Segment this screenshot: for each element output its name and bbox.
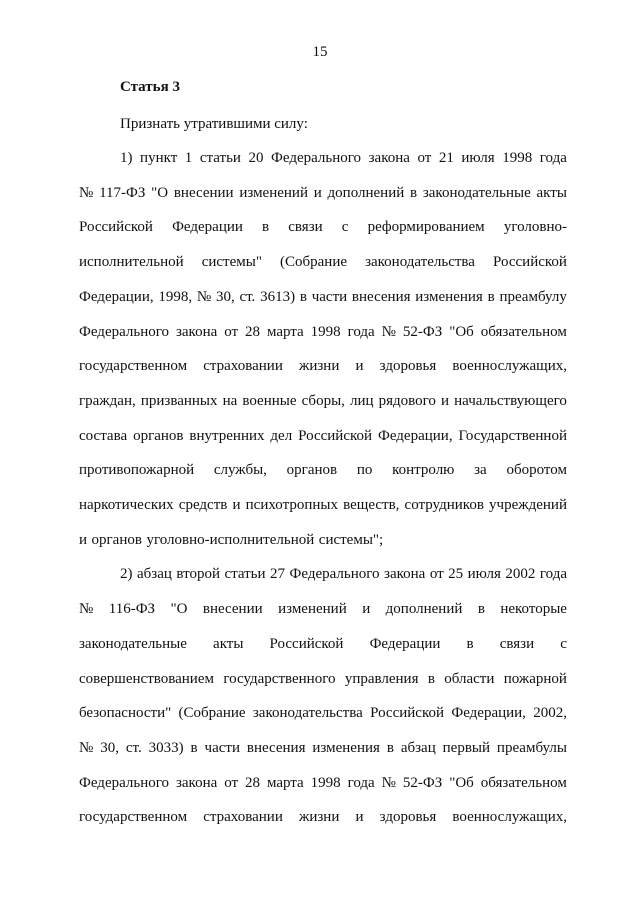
text-line (79, 321, 567, 343)
word: дополнений (327, 184, 405, 201)
article-title: Статья 3 (120, 79, 180, 95)
word: государственного (223, 670, 336, 687)
word: законодательные (79, 635, 187, 652)
word: здоровья (379, 358, 437, 375)
word: совершенствованием (79, 670, 214, 687)
text-line (79, 425, 567, 447)
word: законодательства (365, 254, 475, 271)
word: в (410, 184, 418, 201)
word: июля (467, 566, 501, 583)
word: "Об (449, 323, 474, 340)
word: 3613) (260, 288, 296, 305)
word: внесении (202, 601, 263, 618)
word: 117-ФЗ (99, 184, 146, 201)
word: и (79, 531, 88, 548)
word: веществ, (343, 497, 400, 513)
word: страховании (203, 358, 283, 375)
word: 2002, (533, 705, 567, 722)
word: органов (133, 427, 184, 444)
word: 20 (248, 150, 264, 166)
word: начальствующего (454, 392, 567, 409)
text-line (79, 355, 567, 377)
word: реформированием (367, 219, 485, 236)
word: 1998 (310, 323, 341, 340)
word: акты (536, 184, 567, 201)
word: 28 (245, 323, 260, 340)
word: 1998, (158, 288, 193, 305)
word: 52-ФЗ (402, 774, 443, 791)
word: и (441, 392, 450, 409)
word: части (204, 739, 240, 756)
word: страховании (203, 809, 283, 826)
word: абзац (136, 566, 172, 583)
word: обязательном (480, 774, 567, 791)
word: с (341, 219, 349, 236)
word: года (539, 150, 567, 166)
text-line (79, 216, 567, 238)
word: органов (91, 531, 142, 548)
word: средств (178, 497, 228, 513)
word: Федерального (79, 774, 170, 791)
word: 21 (438, 150, 454, 166)
word: в (427, 670, 435, 687)
word: № (79, 739, 94, 756)
word: в (466, 635, 474, 652)
word: государственном (79, 358, 188, 375)
word: и (355, 809, 364, 826)
word: абзац (400, 739, 436, 756)
word: безопасности" (79, 705, 172, 722)
word: Федерального (79, 323, 170, 340)
word: закона (384, 566, 426, 583)
word: статьи (199, 150, 241, 166)
word: Российской (370, 705, 445, 722)
word: в (386, 739, 394, 756)
word: связи (288, 219, 323, 236)
word: в (487, 288, 495, 305)
word: в (190, 739, 198, 756)
word: уголовно- (503, 219, 567, 236)
word: Федерации, (79, 288, 154, 305)
word: № (196, 288, 212, 305)
word: Российской (79, 219, 153, 236)
word: от (224, 323, 239, 340)
word: системы"; (318, 531, 384, 548)
word: учреждений (489, 497, 567, 513)
text-line (79, 529, 567, 551)
word: 116-ФЗ (108, 601, 156, 618)
word: закона (175, 774, 218, 791)
word: сотрудников (404, 497, 484, 513)
word: от (224, 774, 239, 791)
word: 52-ФЗ (402, 323, 443, 340)
text-line (79, 598, 567, 620)
word: марта (266, 774, 304, 791)
text-line (79, 390, 567, 412)
word: 1998 (310, 774, 341, 791)
word: с (560, 635, 567, 652)
word: 2002 (505, 566, 536, 583)
word: обязательном (480, 323, 567, 340)
word: первый (442, 739, 491, 756)
word: преамбулу (499, 288, 567, 305)
word: Федерации, (451, 705, 526, 722)
word: дополнений (385, 601, 463, 618)
word: Федерации, (377, 427, 453, 444)
word: на (222, 392, 238, 409)
word: года (347, 323, 375, 340)
word: изменения (312, 739, 380, 756)
word: закона (175, 323, 218, 340)
word: изменения (415, 288, 483, 305)
text-line (79, 772, 567, 794)
word: 1 (184, 150, 193, 166)
word: 30, (215, 288, 235, 305)
word: психотропных (245, 497, 338, 513)
word: органов (286, 462, 338, 479)
word: и (313, 184, 322, 201)
word: закона (368, 150, 410, 166)
word: лиц (350, 392, 374, 409)
text-line (79, 702, 567, 724)
text-line (120, 563, 567, 585)
word: Российской (298, 427, 373, 444)
word: 28 (245, 774, 260, 791)
word: № (381, 323, 396, 340)
word: (Собрание (178, 705, 246, 722)
word: Федерального (271, 150, 362, 166)
word: преамбулы (496, 739, 567, 756)
word: и (362, 601, 371, 618)
word: наркотических (79, 497, 174, 513)
word: Федерального (289, 566, 380, 583)
word: системы" (201, 254, 262, 271)
word: внутренних (189, 427, 265, 444)
word: граждан, (79, 392, 136, 409)
word: июля (461, 150, 495, 166)
word: "О (151, 184, 169, 201)
word: рядового (378, 392, 436, 409)
word: года (539, 566, 567, 583)
word: за (474, 462, 487, 479)
text-line (79, 459, 567, 481)
text-line (79, 286, 567, 308)
word: пожарной (503, 670, 567, 687)
word: исполнительной (79, 254, 184, 271)
word: уголовно-исполнительной (146, 531, 315, 548)
word: внесения (246, 739, 306, 756)
word: от (429, 566, 444, 583)
word: 2) (120, 566, 133, 583)
word: 30, (100, 739, 119, 756)
text-line (79, 737, 567, 759)
word: акты (213, 635, 244, 652)
word: ст. (125, 739, 142, 756)
word: изменений (239, 184, 308, 201)
word: Российской (493, 254, 567, 271)
word: "О (170, 601, 188, 618)
word: управления (344, 670, 419, 687)
text-line (79, 182, 567, 204)
word: № (79, 184, 94, 201)
word: военнослужащих, (452, 809, 567, 826)
word: по (356, 462, 373, 479)
word: законодательные (422, 184, 531, 201)
word: Государственной (458, 427, 567, 444)
word: некоторые (500, 601, 567, 618)
text-line (79, 494, 567, 516)
text-line (79, 806, 567, 828)
word: призванных (140, 392, 218, 409)
word: дел (270, 427, 293, 444)
word: военные (242, 392, 297, 409)
word: от (417, 150, 432, 166)
word: второй (176, 566, 220, 583)
word: и (355, 358, 364, 375)
word: в (299, 288, 307, 305)
word: здоровья (379, 809, 437, 826)
word: военнослужащих, (452, 358, 567, 375)
word: контролю (392, 462, 455, 479)
word: марта (266, 323, 304, 340)
word: сборы, (301, 392, 345, 409)
word: внесении (173, 184, 234, 201)
word: Российской (269, 635, 344, 652)
word: Федерации (369, 635, 441, 652)
word: состава (79, 427, 128, 444)
text-line (79, 668, 567, 690)
text-line (79, 251, 567, 273)
word: 25 (448, 566, 464, 583)
word: 1998 (502, 150, 533, 166)
word: 1) (120, 150, 133, 166)
word: № (79, 601, 94, 618)
word: жизни (298, 358, 340, 375)
word: изменений (278, 601, 347, 618)
word: противопожарной (79, 462, 195, 479)
word: службы, (213, 462, 267, 479)
word: года (347, 774, 375, 791)
word: области (444, 670, 495, 687)
word: № (381, 774, 396, 791)
word: оборотом (506, 462, 567, 479)
word: законодательства (252, 705, 363, 722)
word: связи (499, 635, 535, 652)
word: 3033) (148, 739, 184, 756)
word: части (311, 288, 348, 305)
word: государственном (79, 809, 188, 826)
word: жизни (298, 809, 340, 826)
text-line (120, 147, 567, 169)
text-line (79, 633, 567, 655)
word: внесения (351, 288, 411, 305)
intro-paragraph: Признать утратившими силу: (120, 116, 308, 132)
word: 27 (270, 566, 286, 583)
word: Федерации (172, 219, 243, 236)
page-number: 15 (312, 44, 328, 60)
word: в (477, 601, 485, 618)
word: пункт (140, 150, 178, 166)
word: и (232, 497, 241, 513)
word: (Собрание (280, 254, 348, 271)
word: в (262, 219, 270, 236)
word: статьи (224, 566, 266, 583)
word: ст. (239, 288, 256, 305)
word: "Об (449, 774, 474, 791)
